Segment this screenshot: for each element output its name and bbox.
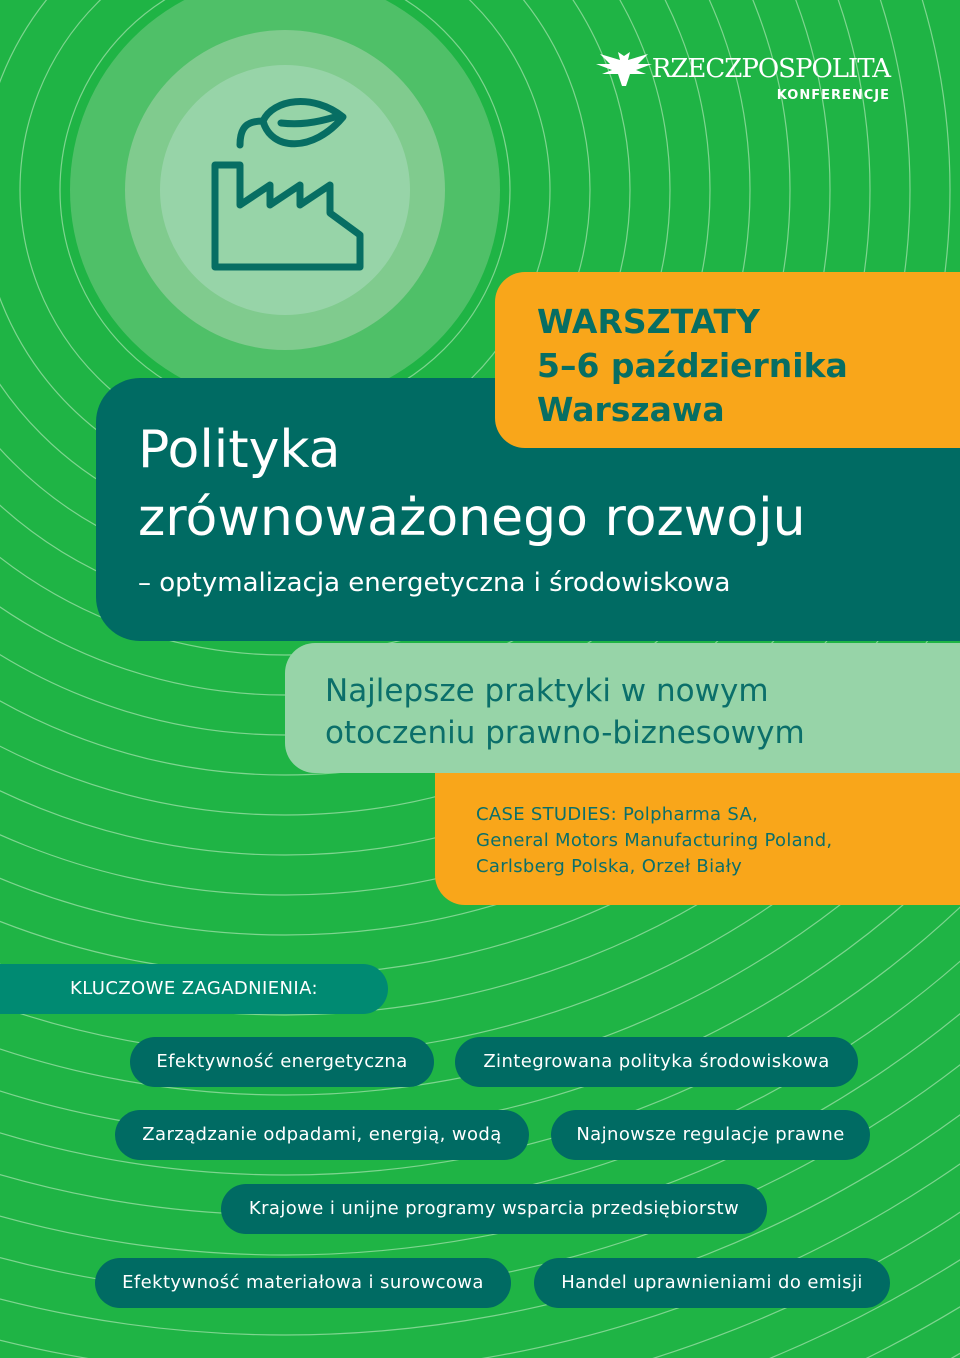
topic-pill[interactable]: Efektywność materiałowa i surowcowa xyxy=(95,1258,511,1308)
topic-pill[interactable]: Efektywność energetyczna xyxy=(130,1037,434,1087)
logo-sub: KONFERENCJE xyxy=(776,88,890,103)
topic-pill[interactable]: Zintegrowana polityka środowiskowa xyxy=(455,1037,858,1087)
title-line-2: zrównoważonego rozwoju xyxy=(138,488,806,548)
topics-heading: KLUCZOWE ZAGADNIENIA: xyxy=(0,964,388,1014)
rzeczpospolita-logo[interactable] xyxy=(652,54,890,103)
topic-pill[interactable]: Zarządzanie odpadami, energią, wodą xyxy=(115,1110,529,1160)
event-city: Warszawa xyxy=(537,390,725,429)
event-type: WARSZTATY xyxy=(537,302,760,341)
case-studies xyxy=(476,802,832,880)
case-studies-line-1: CASE STUDIES: Polpharma SA, xyxy=(476,804,759,825)
topic-pill[interactable]: Krajowe i unijne programy wsparcia przedsiębiorstw xyxy=(221,1184,767,1234)
event-dates: 5–6 października xyxy=(537,346,848,385)
logo-name: RZECZPOSPOLITA xyxy=(651,54,890,84)
title-line-1: Polityka xyxy=(138,420,341,480)
title-subtitle: – optymalizacja energetyczna i środowiskowa xyxy=(138,568,731,598)
event-info xyxy=(537,300,848,432)
eagle-icon xyxy=(594,50,654,90)
topic-pill[interactable]: Najnowsze regulacje prawne xyxy=(551,1110,870,1160)
tagline-line-2: otoczeniu prawno-biznesowym xyxy=(325,715,805,751)
case-studies-line-2: General Motors Manufacturing Poland, xyxy=(476,830,833,851)
tagline xyxy=(325,670,805,754)
topic-pill[interactable]: Handel uprawnieniami do emisji xyxy=(534,1258,890,1308)
factory-leaf-icon xyxy=(195,95,375,275)
case-studies-line-3: Carlsberg Polska, Orzeł Biały xyxy=(476,856,743,877)
tagline-line-1: Najlepsze praktyki w nowym xyxy=(325,673,769,709)
